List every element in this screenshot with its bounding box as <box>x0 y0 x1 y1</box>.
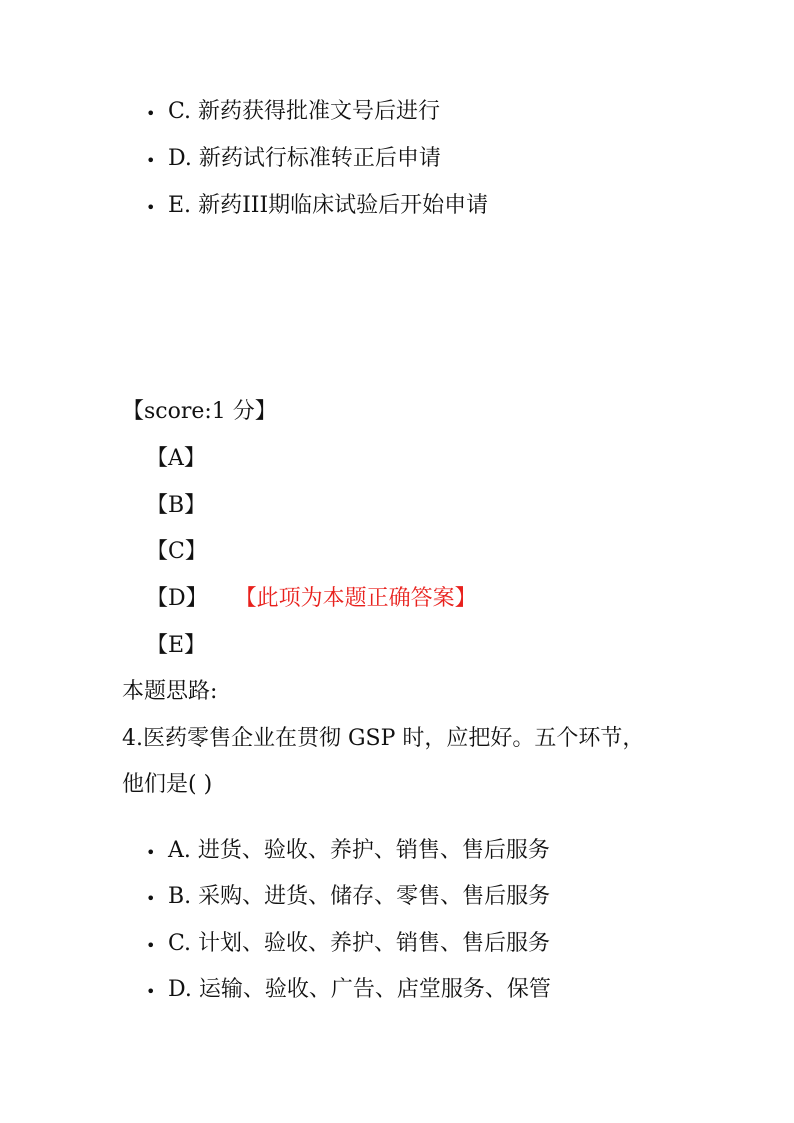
bullet-icon: • <box>146 104 156 123</box>
question-text-line-1: 4.医药零售企业在贯彻 GSP 时，应把好。五个环节， <box>122 726 645 751</box>
list-item <box>168 930 550 958</box>
bullet-icon: • <box>146 198 156 217</box>
answer-choice-d <box>146 585 477 613</box>
option-letter: C. <box>168 99 192 124</box>
answer-choice-a: 【A】 <box>146 446 206 471</box>
correct-answer-note: 【此项为本题正确答案】 <box>245 586 477 611</box>
option-text: 新药获得批准文号后进行 <box>198 99 441 124</box>
option-text: 计划、验收、养护、销售、售后服务 <box>198 931 551 956</box>
list-item <box>168 192 488 220</box>
option-letter: D. <box>168 146 192 171</box>
list-item <box>168 976 551 1004</box>
option-text: 新药试行标准转正后申请 <box>198 146 441 171</box>
option-letter: C. <box>168 931 192 956</box>
answer-choice-c: 【C】 <box>146 539 207 564</box>
explanation-label: 本题思路: <box>122 679 218 704</box>
bullet-icon: • <box>146 889 156 908</box>
option-letter: B. <box>168 884 192 909</box>
option-text: 运输、验收、广告、店堂服务、保管 <box>198 977 551 1002</box>
bullet-icon: • <box>146 151 156 170</box>
answer-choice-e: 【E】 <box>146 633 207 658</box>
bullet-icon: • <box>146 982 156 1001</box>
answer-choice-label: 【D】 <box>146 586 208 611</box>
list-item <box>168 98 440 126</box>
option-text: 新药III期临床试验后开始申请 <box>198 193 489 218</box>
option-letter: D. <box>168 977 192 1002</box>
score-label: 【score:1 分】 <box>122 399 277 424</box>
option-text: 进货、验收、养护、销售、售后服务 <box>197 838 550 863</box>
bullet-icon: • <box>146 843 156 862</box>
answer-choice-b: 【B】 <box>146 493 207 518</box>
option-letter: A. <box>168 838 191 863</box>
list-item <box>168 145 441 173</box>
option-text: 采购、进货、储存、零售、售后服务 <box>198 884 551 909</box>
option-letter: E. <box>168 193 192 218</box>
bullet-icon: • <box>146 936 156 955</box>
list-item <box>168 837 550 865</box>
list-item <box>168 883 550 911</box>
question-text-line-2: 他们是( ) <box>122 772 213 797</box>
